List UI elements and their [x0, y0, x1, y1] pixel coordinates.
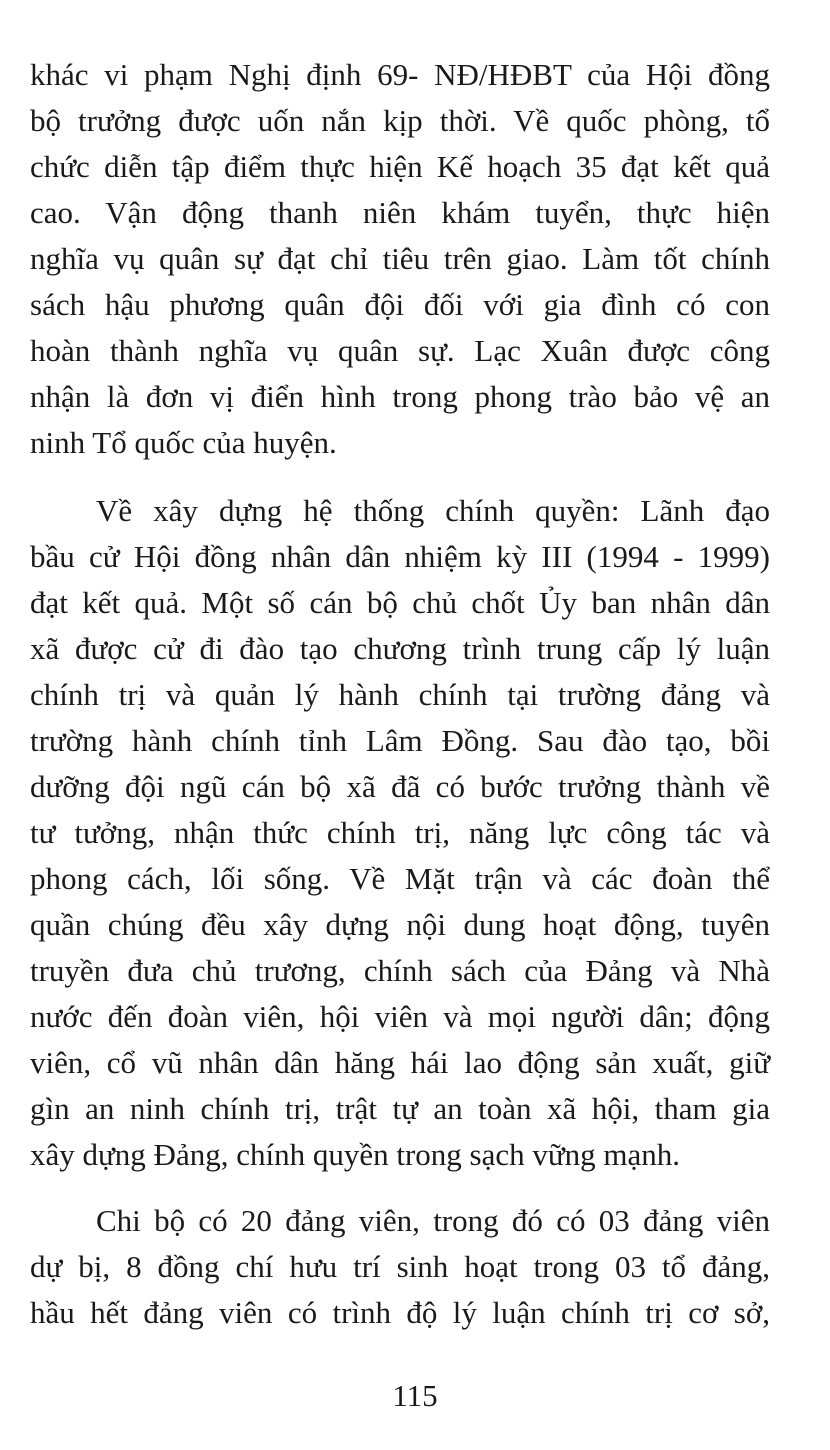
text-line: Về xây dựng hệ thống chính quyền: Lãnh đạo: [96, 493, 770, 528]
text-line: nước đến đoàn viên, hội viên và mọi người dân; động: [30, 999, 770, 1034]
text-line: xã được cử đi đào tạo chương trình trung cấp lý luận: [30, 631, 770, 666]
text-line: nhận là đơn vị điển hình trong phong trào bảo vệ an: [30, 379, 770, 414]
text-line: bộ trưởng được uốn nắn kịp thời. Về quốc phòng, tổ: [30, 103, 770, 138]
text-line: truyền đưa chủ trương, chính sách của Đảng và Nhà: [30, 953, 770, 988]
text-line: gìn an ninh chính trị, trật tự an toàn xã hội, tham gia: [30, 1091, 770, 1126]
text-line: tư tưởng, nhận thức chính trị, năng lực công tác và: [30, 815, 770, 850]
text-line: quần chúng đều xây dựng nội dung hoạt động, tuyên: [30, 907, 770, 942]
text-line: dưỡng đội ngũ cán bộ xã đã có bước trưởng thành về: [30, 769, 770, 804]
text-line: phong cách, lối sống. Về Mặt trận và các đoàn thể: [30, 861, 770, 896]
text-line: ninh Tổ quốc của huyện.: [30, 425, 337, 460]
text-line: sách hậu phương quân đội đối với gia đình có con: [30, 287, 770, 322]
text-line: hầu hết đảng viên có trình độ lý luận chính trị cơ sở,: [30, 1295, 770, 1330]
text-line: nghĩa vụ quân sự đạt chỉ tiêu trên giao. Làm tốt chính: [30, 241, 770, 276]
text-line: trường hành chính tỉnh Lâm Đồng. Sau đào tạo, bồi: [30, 723, 770, 758]
page-number: 115: [392, 1378, 438, 1413]
text-line: khác vi phạm Nghị định 69- NĐ/HĐBT của Hội đồng: [30, 57, 770, 92]
paragraph-3: [30, 1198, 770, 1336]
text-line: đạt kết quả. Một số cán bộ chủ chốt Ủy ban nhân dân: [30, 585, 770, 620]
text-line: viên, cổ vũ nhân dân hăng hái lao động sản xuất, giữ: [30, 1045, 770, 1080]
paragraph-2: [30, 488, 770, 1178]
text-line: bầu cử Hội đồng nhân dân nhiệm kỳ III (1994 - 1999): [30, 539, 770, 574]
paragraph-1: [30, 52, 770, 466]
text-line: dự bị, 8 đồng chí hưu trí sinh hoạt trong 03 tổ đảng,: [30, 1249, 770, 1284]
text-line: chính trị và quản lý hành chính tại trường đảng và: [30, 677, 770, 712]
text-line: xây dựng Đảng, chính quyền trong sạch vững mạnh.: [30, 1137, 681, 1172]
text-line: chức diễn tập điểm thực hiện Kế hoạch 35 đạt kết quả: [30, 149, 770, 184]
text-line: hoàn thành nghĩa vụ quân sự. Lạc Xuân được công: [30, 333, 770, 368]
text-line: Chi bộ có 20 đảng viên, trong đó có 03 đảng viên: [96, 1203, 770, 1238]
text-line: cao. Vận động thanh niên khám tuyển, thực hiện: [30, 195, 770, 230]
